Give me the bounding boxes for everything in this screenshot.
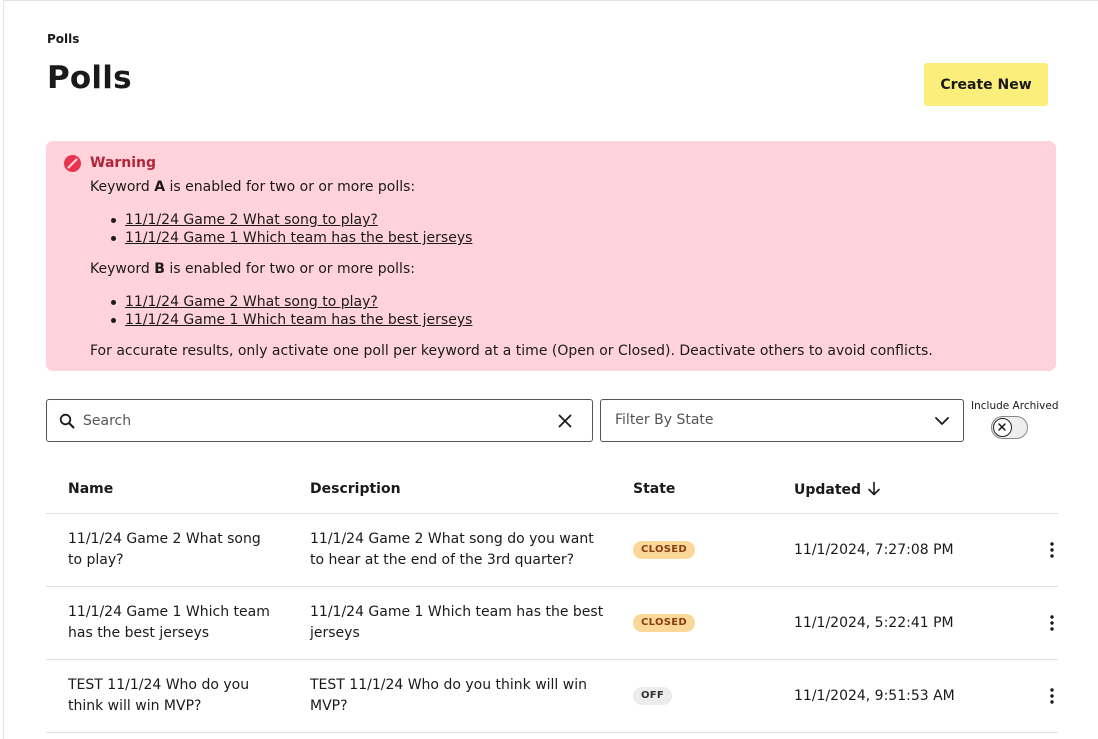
include-archived-toggle[interactable] xyxy=(991,416,1028,439)
list-item xyxy=(110,229,472,247)
status-badge: OFF xyxy=(633,687,672,705)
row-updated: 11/1/2024, 5:22:41 PM xyxy=(794,615,954,631)
keyword-b-text: Keyword B is enabled for two or or more polls: xyxy=(90,261,415,277)
chevron-down-icon xyxy=(934,413,950,429)
search-box xyxy=(46,399,593,442)
divider xyxy=(46,732,1058,733)
column-header-description[interactable]: Description xyxy=(310,481,401,497)
poll-link[interactable]: 11/1/24 Game 1 Which team has the best jerseys xyxy=(125,312,473,328)
state-filter-select[interactable] xyxy=(600,399,964,442)
row-description: TEST 11/1/24 Who do you think will win MVP? xyxy=(310,677,587,714)
list-item xyxy=(110,211,472,229)
row-updated: 11/1/2024, 7:27:08 PM xyxy=(794,542,954,558)
kebab-menu-icon[interactable] xyxy=(1044,613,1060,633)
divider xyxy=(46,586,1058,587)
row-description: 11/1/24 Game 2 What song do you want to hear at the end of the 3rd quarter? xyxy=(310,531,594,568)
keyword-a-list xyxy=(110,211,472,247)
column-header-updated[interactable] xyxy=(794,481,881,498)
row-updated: 11/1/2024, 9:51:53 AM xyxy=(794,688,955,704)
search-icon xyxy=(59,413,75,429)
poll-link[interactable]: 11/1/24 Game 1 Which team has the best jerseys xyxy=(125,230,473,246)
column-header-name[interactable]: Name xyxy=(68,481,114,497)
list-item xyxy=(110,293,472,311)
breadcrumb[interactable]: Polls xyxy=(47,32,80,46)
poll-link[interactable]: 11/1/24 Game 2 What song to play? xyxy=(125,212,378,228)
row-name: 11/1/24 Game 2 What song to play? xyxy=(68,531,261,568)
poll-link[interactable]: 11/1/24 Game 2 What song to play? xyxy=(125,294,378,310)
column-header-state[interactable]: State xyxy=(633,481,676,497)
warning-title: Warning xyxy=(90,155,157,171)
row-name: TEST 11/1/24 Who do you think will win MVP? xyxy=(68,677,250,714)
status-badge: CLOSED xyxy=(633,541,695,559)
status-badge: CLOSED xyxy=(633,614,695,632)
arrow-down-icon xyxy=(867,481,881,496)
x-icon xyxy=(997,422,1007,432)
toggle-knob xyxy=(993,418,1012,437)
kebab-menu-icon[interactable] xyxy=(1044,540,1060,560)
page-title: Polls xyxy=(47,60,132,96)
warning-icon xyxy=(64,155,81,172)
column-header-updated-label: Updated xyxy=(794,482,862,498)
warning-banner xyxy=(46,141,1056,371)
close-icon[interactable] xyxy=(556,412,574,430)
row-name: 11/1/24 Game 1 Which team has the best jerseys xyxy=(68,604,270,641)
keyword-b-list xyxy=(110,293,472,329)
row-description: 11/1/24 Game 1 Which team has the best jerseys xyxy=(310,604,604,641)
divider xyxy=(46,659,1058,660)
divider xyxy=(46,513,1058,514)
list-item xyxy=(110,311,472,329)
warning-footer: For accurate results, only activate one poll per keyword at a time (Open or Closed). Deactivate others to avoid conflicts. xyxy=(90,343,933,359)
create-new-button[interactable]: Create New xyxy=(924,63,1048,106)
include-archived-label: Include Archived xyxy=(971,400,1059,412)
filter-placeholder: Filter By State xyxy=(615,412,714,428)
kebab-menu-icon[interactable] xyxy=(1044,686,1060,706)
keyword-a-text: Keyword A is enabled for two or or more polls: xyxy=(90,179,416,195)
search-input[interactable] xyxy=(83,409,543,433)
